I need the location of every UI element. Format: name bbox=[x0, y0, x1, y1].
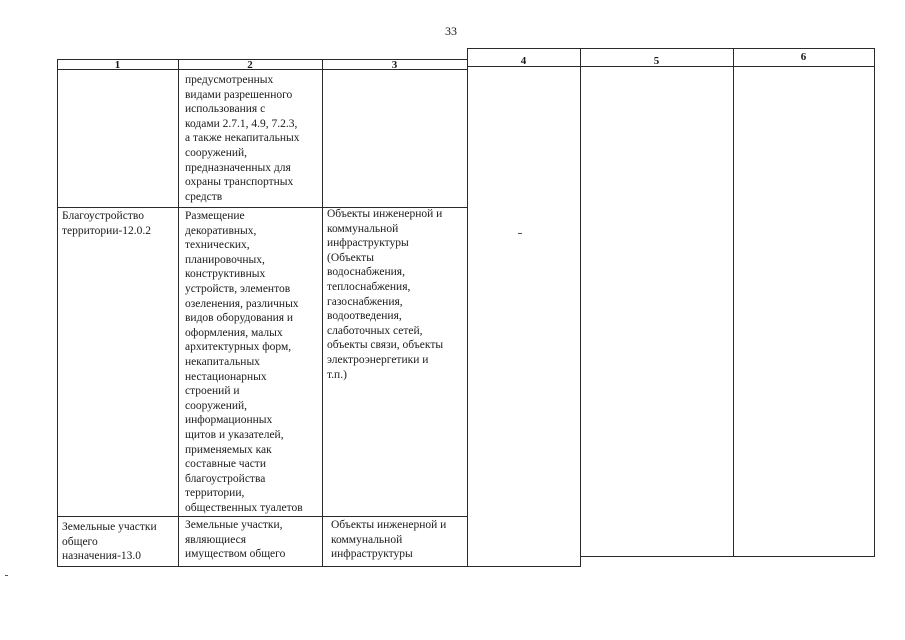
header-cell: 6 bbox=[800, 51, 807, 63]
header-cell: 3 bbox=[391, 59, 398, 71]
table-cell: Объекты инженерной и коммунальной инфраструктуры (Объекты водоснабжения, теплоснабжения, газоснабжения, водоотведения, слаботочных сетей, объекты связи, объекты электроэнергетики и т.п.) bbox=[327, 208, 444, 381]
scan-speck bbox=[518, 233, 522, 234]
table-cell: предусмотренных видами разрешенного использования с кодами 2.7.1, 4.9, 7.2.3, а также некапитальных сооружений, предназначенных для охраны транспортных средств bbox=[185, 74, 300, 203]
header-cell: 5 bbox=[653, 55, 660, 67]
column-border bbox=[57, 59, 58, 567]
scan-speck bbox=[5, 575, 8, 576]
table-cell: Благоустройство территории-12.0.2 bbox=[62, 210, 152, 237]
header-cell: 2 bbox=[247, 59, 253, 71]
column-border bbox=[733, 48, 734, 557]
column-border bbox=[467, 48, 468, 567]
header-cell: 1 bbox=[114, 59, 121, 71]
table-top-border bbox=[467, 48, 875, 49]
table-cell: Земельные участки, являющиеся имуществом общего bbox=[185, 519, 286, 561]
page-number: 33 bbox=[445, 24, 457, 38]
column-border bbox=[322, 59, 323, 567]
row-divider bbox=[57, 516, 467, 517]
table-cell: Объекты инженерной и коммунальной инфраструктуры bbox=[331, 519, 447, 561]
header-cell: 4 bbox=[520, 55, 527, 67]
table-cell: Земельные участки общего назначения-13.0 bbox=[62, 521, 157, 563]
table-cell: Размещение декоративных, технических, планировочных, конструктивных устройств, элементов озеленения, различных видов оборудования и оформления, малых архитектурных форм, некапитальных нестационарных строений и сооружений, информационных щитов и указателей, применяемых как составные части благоустройства территории, общественных туалетов bbox=[185, 210, 303, 514]
table-bottom-border bbox=[57, 566, 580, 567]
column-border bbox=[874, 48, 875, 557]
row-divider bbox=[580, 556, 875, 557]
column-border bbox=[580, 48, 581, 567]
column-border bbox=[178, 59, 179, 567]
